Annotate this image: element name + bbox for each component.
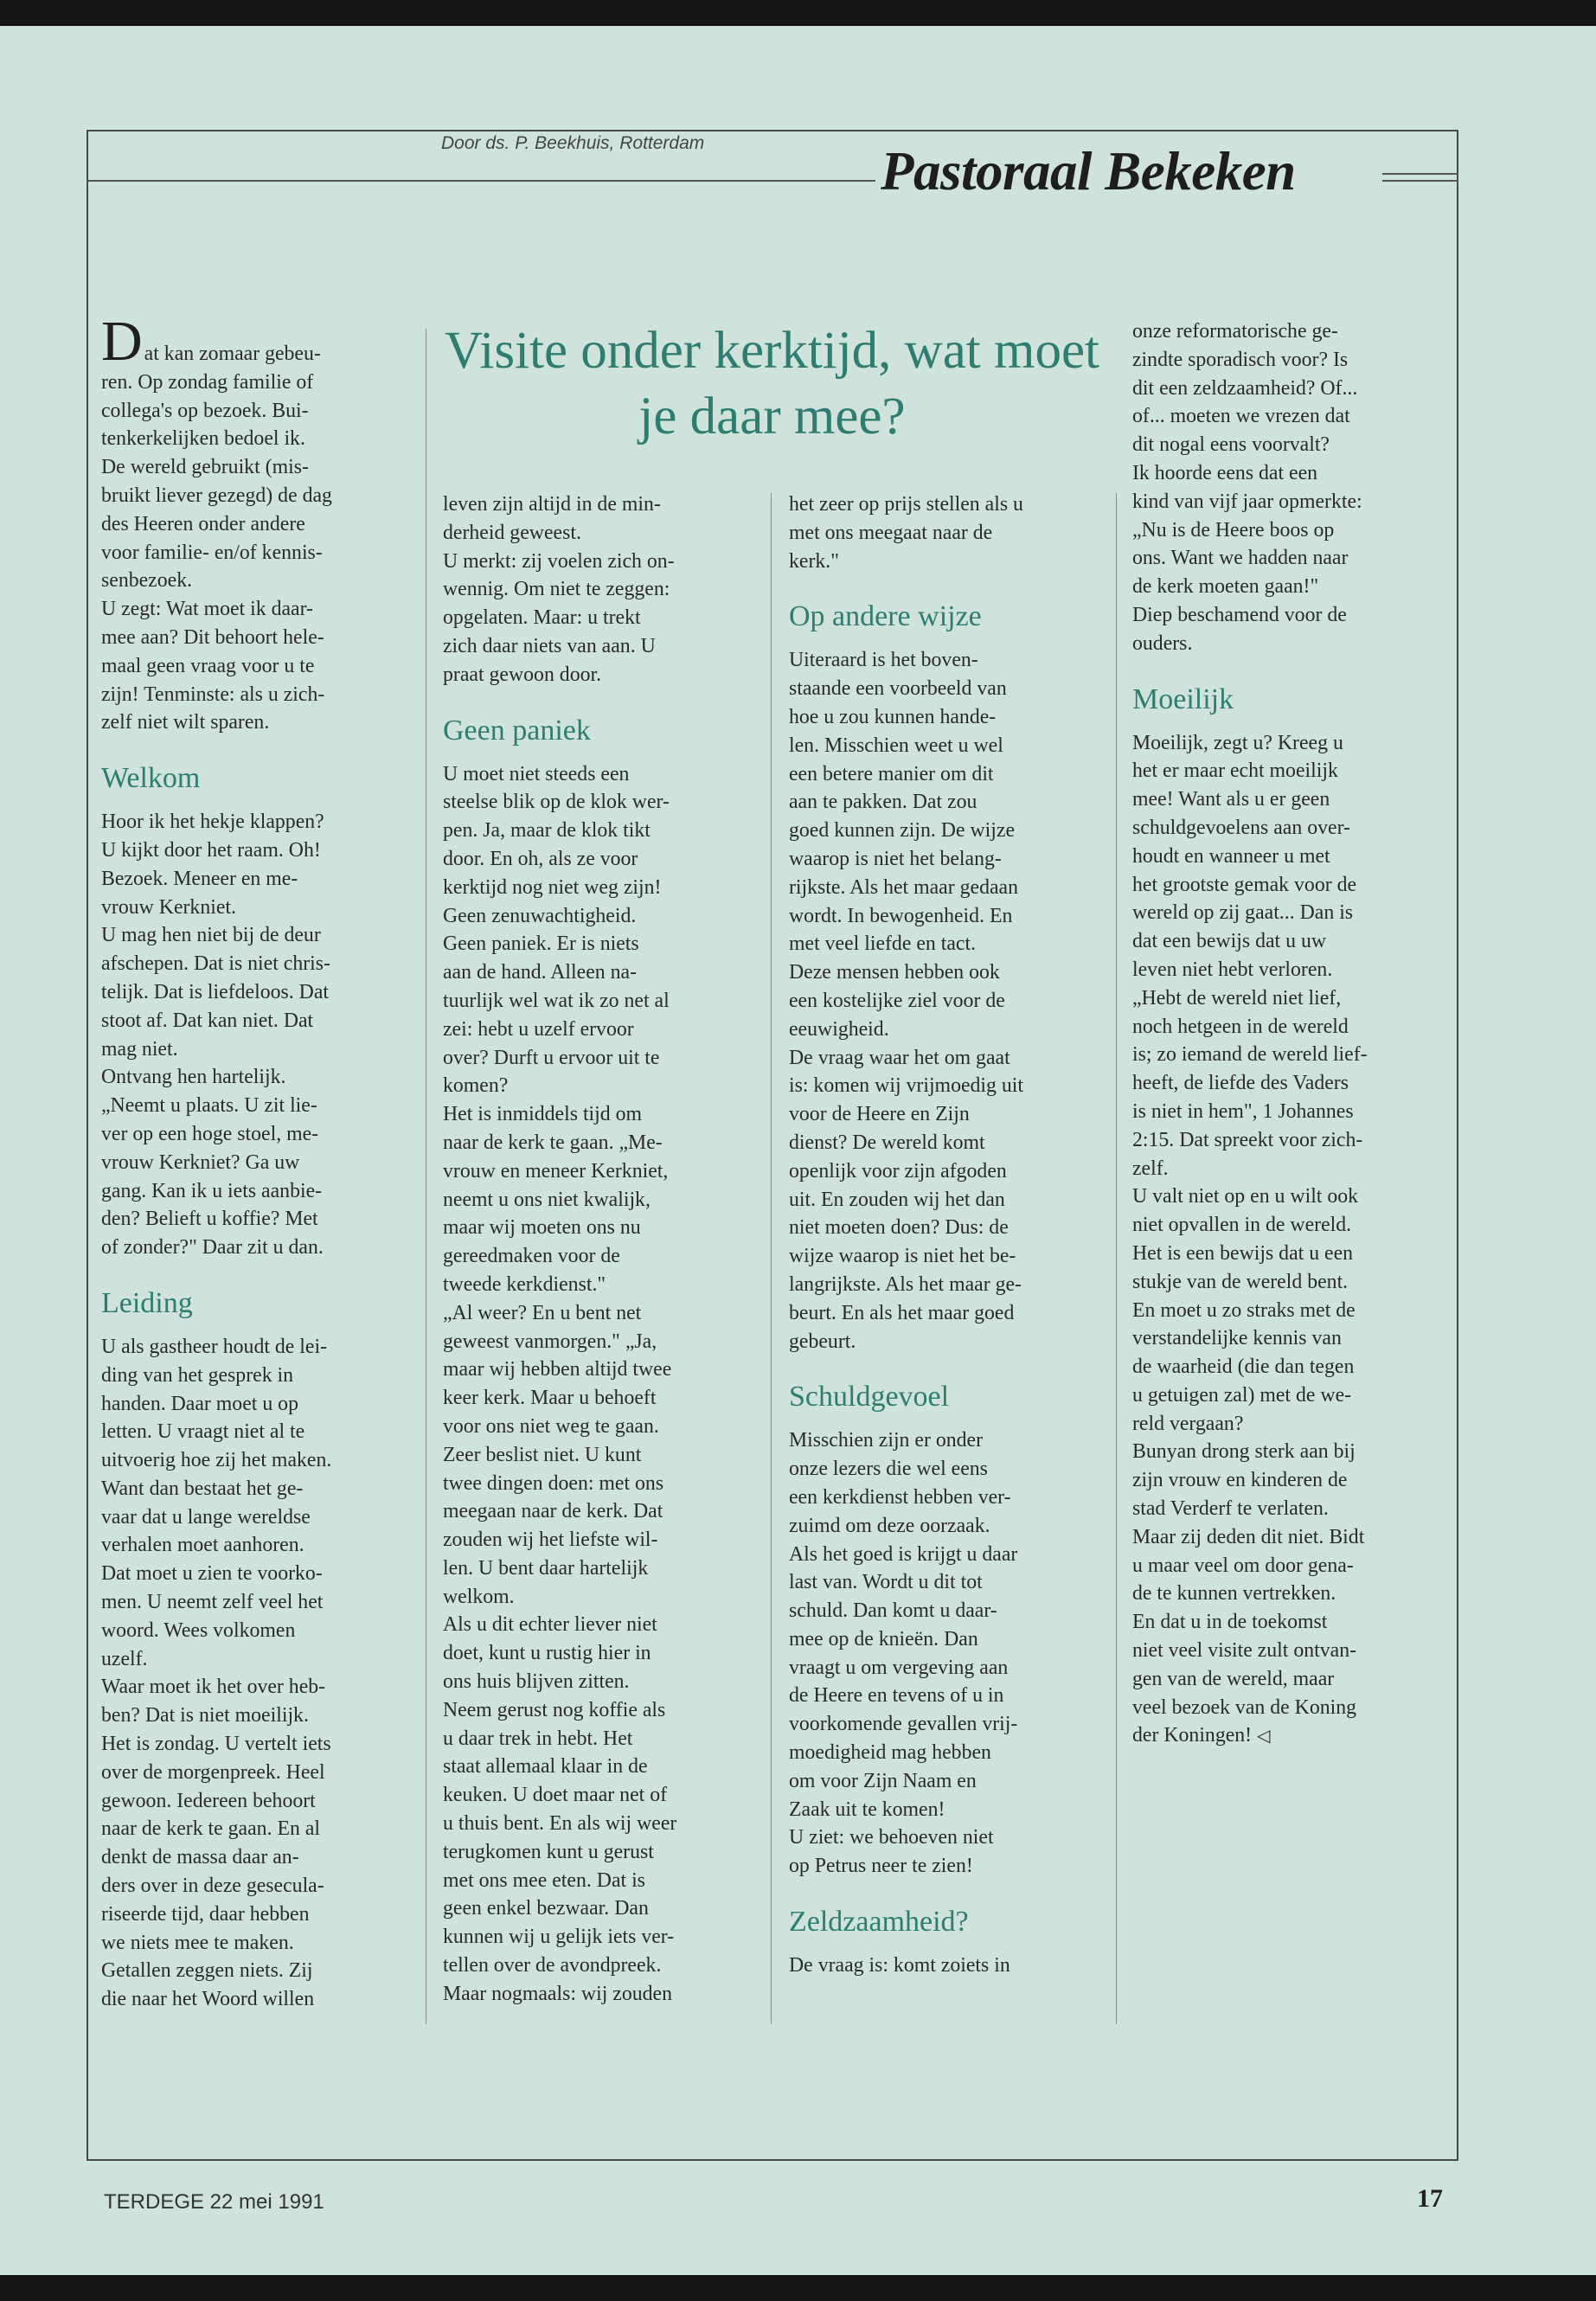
column-4 xyxy=(1132,317,1448,1751)
column-3 xyxy=(789,490,1105,1980)
column-divider-2 xyxy=(771,493,772,2024)
header-rule-right-top xyxy=(1382,173,1458,175)
publication-folio: TERDEGE 22 mei 1991 xyxy=(104,2190,324,2214)
article-headline: Visite onder kerktijd, wat moet je daar mee? xyxy=(445,322,1099,445)
header-rule-left xyxy=(87,180,875,182)
paragraph: onze reformatorische ge- zindte sporadisch voor? Is dit een zeldzaamheid? Of... of... moeten we vrezen dat dit nogal eens voorvalt? Ik hoorde eens dat een kind van vijf jaar opmerkte: „Nu is de Heere boos op ons. Want we hadden naar de kerk moeten gaan!" Diep beschamend voor de ouders. xyxy=(1132,320,1362,655)
paragraph: Hoor ik het hekje klappen? U kijkt door het raam. Oh! Bezoek. Meneer en me- vrouw Kerkniet. U mag hen niet bij de deur afschepen. Dat is niet chris- telijk. Dat is liefdeloos. Dat stoot af. Dat kan niet. Dat mag niet. Ontvang hen hartelijk. „Neemt u plaats. U zit lie- ver op een hoge stoel, me- vrouw Kerkniet? Ga uw gang. Kan ik u iets aanbie- den? Belieft u koffie? Met of zonder?" Daar zit u dan. xyxy=(101,811,330,1259)
bottom-scan-border xyxy=(0,2275,1596,2301)
subhead-moeilijk: Moeilijk xyxy=(1132,683,1234,715)
column-divider-3 xyxy=(1116,493,1117,2024)
page-number: 17 xyxy=(1417,2184,1443,2213)
subhead-welkom: Welkom xyxy=(101,762,201,795)
subhead-leiding: Leiding xyxy=(101,1286,193,1319)
closing-paragraph: Moeilijk, zegt u? Kreeg u het er maar echt moeilijk mee! Want als u er geen schuldgevoelens aan over- houdt en wanneer u met het grootste gemak voor de wereld op zij gaat... Dan is dat een bewijs dat u uw leven niet hebt verloren. „Hebt de wereld niet lief, noch hetgeen in de wereld is; zo iemand de wereld lief- heeft, de liefde des Vaders is niet in hem", 1 Johannes 2:15. Dat spreekt voor zich- zelf. U valt niet op en u wilt ook niet opvallen in de wereld. Het is een bewijs dat u een stukje van de wereld bent. En moet u zo straks met de verstandelijke kennis van de waarheid (die dan tegen u getuigen zal) met de we- reld vergaan? Bunyan drong sterk aan bij zijn vrouw en kinderen de stad Verderf te verlaten. Maar zij deden dit niet. Bidt u maar veel om door gena- de te kunnen vertrekken. En dat u in de toekomst niet veel visite zult ontvan- gen van de wereld, maar veel bezoek van de Koning der Koningen! ◁ xyxy=(1132,731,1368,1747)
paragraph: Uiteraard is het boven- staande een voorbeeld van hoe u zou kunnen hande- len. Misschien weet u wel een betere manier om dit aan te pakken. Dat zou goed kunnen zijn. De wijze waarop is niet het belang- rijkste. Als het maar gedaan wordt. In bewogenheid. En met veel liefde en tact. Deze mensen hebben ook een kostelijke ziel voor de eeuwigheid. De vraag waar het om gaat is: komen wij vrijmoedig uit voor de Heere en Zijn dienst? De wereld komt openlijk voor zijn afgoden uit. En zouden wij het dan niet moeten doen? Dus: de wijze waarop is niet het be- langrijkste. Als het maar ge- beurt. En als het maar goed gebeurt. xyxy=(789,649,1024,1353)
byline: Door ds. P. Beekhuis, Rotterdam xyxy=(441,133,705,153)
paragraph: De vraag is: komt zoiets in xyxy=(789,1954,1010,1977)
top-scan-border xyxy=(0,0,1596,26)
paragraph: U moet niet steeds een steelse blik op de klok wer- pen. Ja, maar de klok tikt door. En oh, als ze voor kerktijd nog niet weg zijn! Geen zenuwachtigheid. Geen paniek. Er is niets aan de hand. Alleen na- tuurlijk wel wat ik zo net al zei: hebt u uzelf ervoor over? Durft u ervoor uit te komen? Het is inmiddels tijd om naar de kerk te gaan. „Me- vrouw en meneer Kerkniet, neemt u ons niet kwalijk, maar wij moeten ons nu gereedmaken voor de tweede kerkdienst." „Al weer? En u bent net geweest vanmorgen." „Ja, maar wij hebben altijd twee keer kerk. Maar u behoeft voor ons niet weg te gaan. Zeer beslist niet. U kunt twee dingen doen: met ons meegaan naar de kerk. Dat zouden wij het liefste wil- len. U bent daar hartelijk welkom. Als u dit echter liever niet doet, kunt u rustig hier in ons huis blijven zitten. Neem gerust nog koffie als u daar trek in hebt. Het staat allemaal klaar in de keuken. U doet maar net of u thuis bent. En als wij weer terugkomen kunt u gerust met ons mee eten. Dat is geen enkel bezwaar. Dan kunnen wij u gelijk iets ver- tellen over de avondpreek. Maar nogmaals: wij zouden xyxy=(443,762,677,2005)
header-rule-right xyxy=(1382,180,1458,182)
subhead-op-andere-wijze: Op andere wijze xyxy=(789,600,982,633)
drop-cap: D xyxy=(101,310,143,373)
column-1 xyxy=(101,310,413,2014)
subhead-zeldzaamheid: Zeldzaamheid? xyxy=(789,1906,969,1939)
subhead-geen-paniek: Geen paniek xyxy=(443,714,591,747)
paragraph: Misschien zijn er onder onze lezers die wel eens een kerkdienst hebben ver- zuimd om deze oorzaak. Als het goed is krijgt u daar last van. Wordt u dit tot schuld. Dan komt u daar- mee op de knieën. Dan vraagt u om vergeving aan de Heere en tevens of u in voorkomende gevallen vrij- moedigheid mag hebben om voor Zijn Naam en Zaak uit te komen! U ziet: we behoeven niet op Petrus neer te zien! xyxy=(789,1429,1018,1878)
paragraph: leven zijn altijd in de min- derheid geweest. U merkt: zij voelen zich on- wennig. Om niet te zeggen: opgelaten. Maar: u trekt zich daar niets van aan. U praat gewoon door. xyxy=(443,493,675,686)
paragraph: U als gastheer houdt de lei- ding van het gesprek in handen. Daar moet u op letten. U vraagt niet al te uitvoerig hoe zij het maken. Want dan bestaat het ge- vaar dat u lange wereldse verhalen moet aanhoren. Dat moet u zien te voorko- men. U neemt zelf veel het woord. Wees volkomen uzelf. Waar moet ik het over heb- ben? Dat is niet moeilijk. Het is zondag. U vertelt iets over de morgenpreek. Heel gewoon. Iedereen behoort naar de kerk te gaan. En al denkt de massa daar an- ders over in deze gesecula- riseerde tijd, daar hebben we niets mee te maken. Getallen zeggen niets. Zij die naar het Woord willen xyxy=(101,1335,332,2011)
intro-paragraph: Dat kan zomaar gebeu- ren. Op zondag familie of collega's op bezoek. Bui- tenkerkelijken bedoel ik. De wereld gebruikt (mis- bruikt liever gezegd) de dag des Heeren onder andere voor familie- en/of kennis- senbezoek. U zegt: Wat moet ik daar- mee aan? Dit behoort hele- maal geen vraag voor u te zijn! Tenminste: als u zich- zelf niet wilt sparen. xyxy=(101,310,332,734)
section-title: Pastoraal Bekeken xyxy=(881,141,1296,202)
column-2 xyxy=(443,490,754,2009)
end-mark-icon: ◁ xyxy=(1257,1727,1271,1747)
subhead-schuldgevoel: Schuldgevoel xyxy=(789,1381,950,1413)
paragraph: het zeer op prijs stellen als u met ons meegaat naar de kerk." xyxy=(789,493,1023,573)
